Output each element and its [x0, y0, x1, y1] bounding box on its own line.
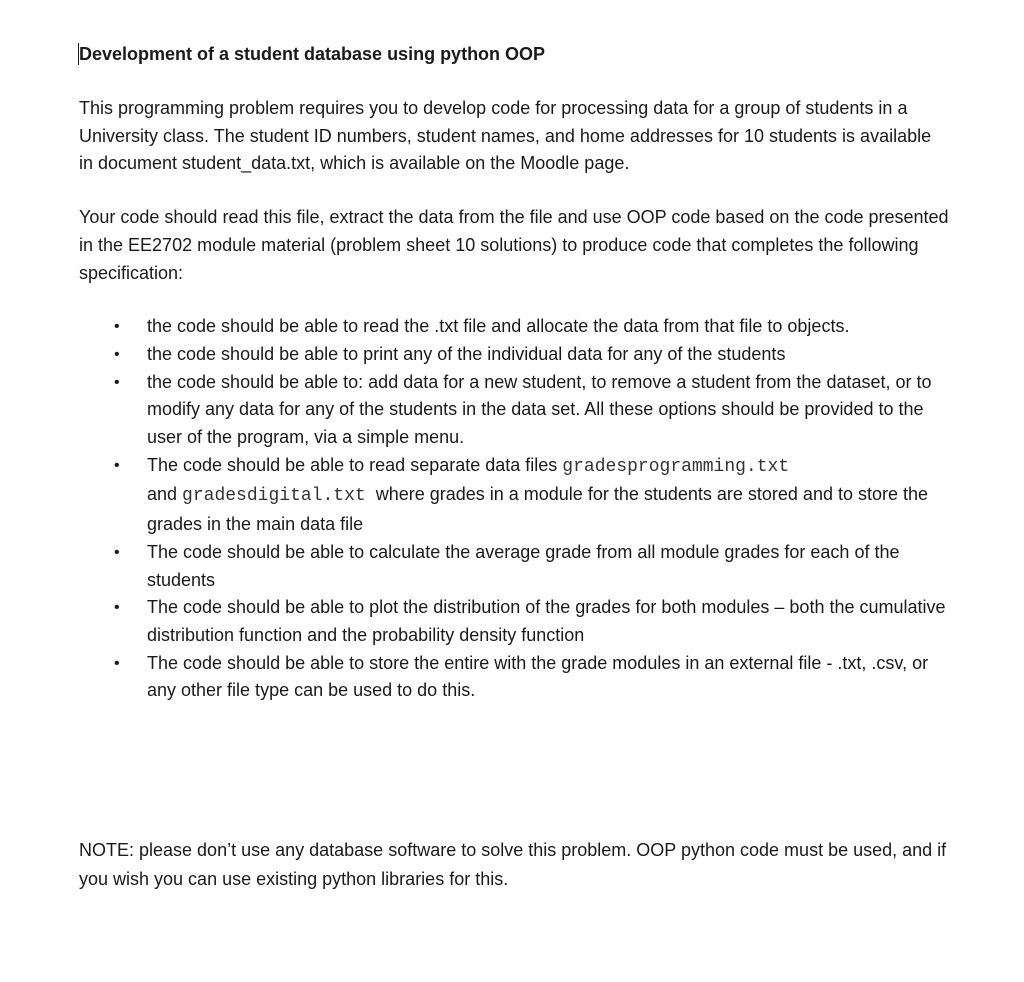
intro-paragraph: This programming problem requires you to develop code for processing data for a group of students in a University class. The student ID numbers, student names, and home addresses for 10 students is available in document student_data.txt, which is available on the Moodle page.: [79, 98, 932, 174]
spec-item-text-before: The code should be able to read separate data files: [147, 454, 563, 475]
spec-item-plot: [79, 594, 949, 649]
spec-item-text: The code should be able to plot the distribution of the grades for both modules – both the cumulative distribution function and the probability density function: [147, 597, 946, 645]
spec-item-menu: [79, 369, 949, 452]
text-cursor: [78, 43, 79, 65]
spec-item-text-and: and: [147, 484, 183, 505]
filename-gradesdigital: gradesdigital.txt: [182, 486, 366, 507]
spec-item-average: [79, 539, 949, 594]
specification-list: [79, 313, 949, 705]
bullet-icon: •: [114, 599, 120, 617]
spec-item-text: the code should be able to print any of the individual data for any of the students: [147, 343, 786, 364]
spec-item-read-file: [79, 313, 949, 341]
spec-item-grade-files: [79, 452, 949, 539]
note-paragraph: NOTE: please don’t use any database software to solve this problem. OOP python code must be used, and if you wish you can use existing python libraries for this.: [79, 840, 947, 889]
bullet-icon: •: [114, 543, 120, 561]
document-title: [79, 40, 949, 68]
spec-item-store: [79, 650, 949, 705]
spec-item-text: The code should be able to calculate the average grade from all module grades for each of the students: [147, 541, 900, 590]
bullet-icon: •: [114, 345, 120, 363]
spec-item-text: the code should be able to: add data for a new student, to remove a student from the dataset, or to modify any data for any of the students in the data set. All these options should be provided to the user of the program, via a simple menu.: [147, 371, 932, 448]
spec-item-text-after: where grades in a module for the students are stored and to store the grades in the main data file: [147, 484, 934, 535]
bullet-icon: •: [114, 456, 120, 474]
spec-item-text: The code should be able to store the entire with the grade modules in an external file - .txt, .csv, or any other file type can be used to do this.: [147, 652, 929, 701]
requirements-paragraph: Your code should read this file, extract the data from the file and use OOP code based on the code presented in the EE2702 module material (problem sheet 10 solutions) to produce code that completes the following specification:: [79, 207, 949, 283]
spec-item-text: the code should be able to read the .txt file and allocate the data from that file to objects.: [147, 316, 850, 337]
document-body: [79, 40, 949, 705]
bullet-icon: •: [114, 654, 120, 672]
bullet-icon: •: [114, 373, 120, 391]
document-title-text: Development of a student database using python OOP: [79, 44, 546, 64]
spec-item-print-data: [79, 341, 949, 369]
filename-gradesprogramming: gradesprogramming.txt: [562, 456, 790, 477]
bullet-icon: •: [114, 318, 120, 336]
